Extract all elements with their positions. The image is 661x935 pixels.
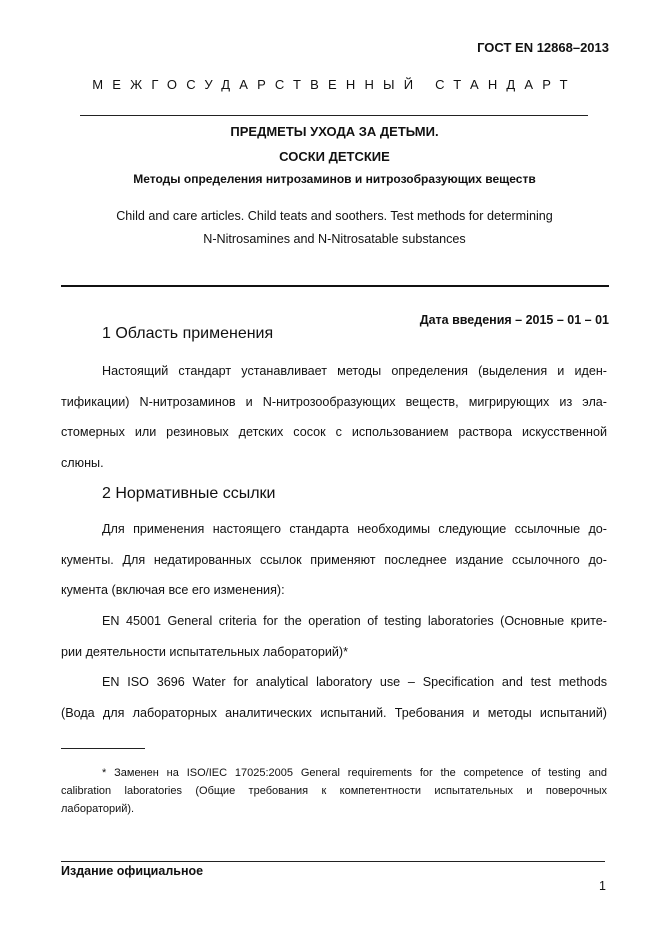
paragraph-scope [61, 356, 607, 478]
paragraph-line: Настоящий стандарт устанавливает методы определения (выделения и иден- [102, 364, 607, 378]
footnote-line: calibration laboratories (Общие требования к компетентности испытательных и поверочных [61, 785, 607, 797]
paragraph-line: EN ISO 3696 Water for analytical laboratory use – Specification and test methods [102, 675, 607, 689]
footer-rule [61, 861, 605, 862]
section-heading-scope: 1 Область применения [102, 325, 274, 342]
paragraph-line: (Вода для лабораторных аналитических испытаний. Требования и методы испытаний) [61, 705, 607, 720]
reference-en-iso-3696 [61, 667, 607, 728]
section-heading-normative-references: 2 Нормативные ссылки [102, 485, 276, 502]
paragraph-line: рии деятельности испытательных лабораторий)* [61, 644, 349, 659]
paragraph-line: слюны. [61, 455, 104, 470]
introduction-date: Дата введения – 2015 – 01 – 01 [419, 313, 609, 327]
footnote [61, 764, 607, 818]
official-edition-label: Издание официальное [61, 864, 204, 878]
title-ru-line-3: Методы определения нитрозаминов и нитрозобразующих веществ [133, 172, 536, 186]
paragraph-references-intro [61, 514, 607, 606]
document-code: ГОСТ EN 12868–2013 [477, 40, 609, 55]
title-en-line-1: Child and care articles. Child teats and soothers. Test methods for determining [116, 209, 553, 223]
paragraph-line: стомерных или резиновых детских сосок с использованием раствора искусственной [61, 425, 607, 439]
title-top-rule [80, 115, 588, 116]
paragraph-line: Для применения настоящего стандарта необходимы следующие ссылочные до- [102, 522, 607, 536]
footnote-line: * Заменен на ISO/IEC 17025:2005 General requirements for the competence of testing and [102, 767, 607, 779]
title-ru-line-2: СОСКИ ДЕТСКИЕ [279, 149, 390, 164]
page-number: 1 [599, 879, 606, 893]
paragraph-line: кумента (включая все его изменения): [61, 583, 285, 597]
title-ru-line-1: ПРЕДМЕТЫ УХОДА ЗА ДЕТЬМИ. [230, 124, 439, 139]
reference-en-45001 [61, 606, 607, 667]
interstate-standard-caption: МЕЖГОСУДАРСТВЕННЫЙ СТАНДАРТ [92, 77, 577, 92]
title-en-line-2: N-Nitrosamines and N-Nitrosatable substances [203, 232, 466, 246]
paragraph-line: кументы. Для недатированных ссылок применяют последнее издание ссылочного до- [61, 552, 607, 567]
footnote-line: лабораторий). [61, 803, 135, 815]
title-bottom-rule [61, 285, 609, 287]
paragraph-line: EN 45001 General criteria for the operation of testing laboratories (Основные крите- [102, 614, 607, 628]
paragraph-line: тификации) N-нитрозаминов и N-нитрозообразующих веществ, мигрирующих из эла- [61, 394, 607, 409]
footnote-separator [61, 748, 145, 749]
